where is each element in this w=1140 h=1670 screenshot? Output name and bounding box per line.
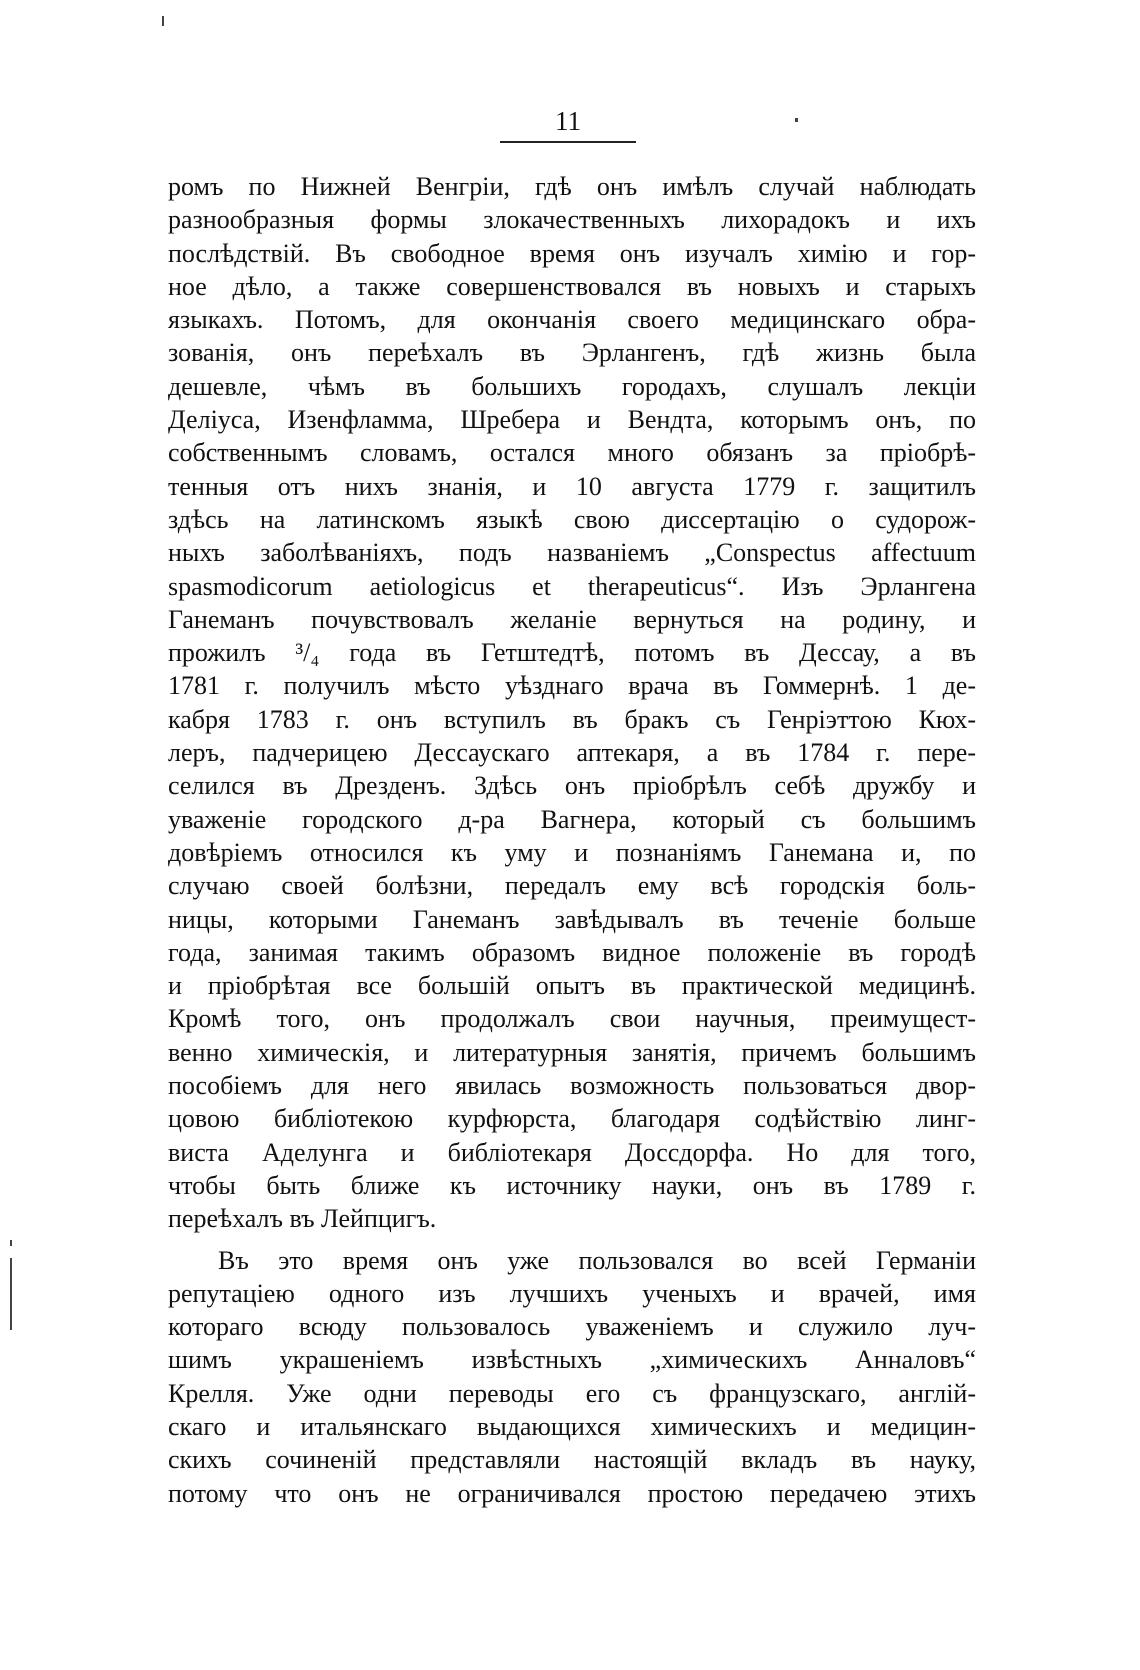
text-line: Деліуса, Изенфламма, Шребера и Вендта, которымъ онъ, по [168,405,976,435]
text-line: здѣсь на латинскомъ языкѣ свою диссертацію о судорож- [168,504,976,534]
scan-margin-mark [10,1240,12,1246]
text-line: года, занимая такимъ образомъ видное положеніе въ городѣ [168,937,976,967]
text-line: Крелля. Уже одни переводы его съ французскаго, англій- [168,1378,976,1408]
text-line: языкахъ. Потомъ, для окончанія своего медицинскаго обра- [168,305,976,335]
text-line: Кромѣ того, онъ продолжалъ свои научныя, преимущест- [168,1004,976,1034]
text-line: разнообразныя формы злокачественныхъ лихорадокъ и ихъ [168,205,976,235]
text-line: дешевле, чѣмъ въ большихъ городахъ, слушалъ лекціи [168,371,976,401]
text-line: котораго всюду пользовалось уваженіемъ и служило луч- [168,1312,976,1342]
text-line: послѣдствій. Въ свободное время онъ изучалъ химію и гор- [168,238,976,268]
text-line: шимъ украшеніемъ извѣстныхъ „химическихъ Анналовъ“ [168,1345,976,1375]
text-line: уваженіе городского д-ра Вагнера, который съ большимъ [168,804,976,834]
text-line: селился въ Дрезденъ. Здѣсь онъ пріобрѣлъ себѣ дружбу и [168,771,976,801]
page-number: 11 [555,106,581,136]
paragraph [168,170,976,1236]
text-line: скихъ сочиненій представляли настоящій вкладъ въ науку, [168,1445,976,1475]
text-line: ромъ по Нижней Венгріи, гдѣ онъ имѣлъ случай наблюдать [168,172,976,201]
scan-speck [795,118,798,122]
text-line: пособіемъ для него явилась возможность пользоваться двор- [168,1071,976,1101]
text-line: скаго и итальянскаго выдающихся химическихъ и медицин- [168,1411,976,1441]
text-line: spasmodicorum aetiologicus et therapeuticus“. Изъ Эрлангена [168,571,976,601]
text-line: Въ это время онъ уже пользовался во всей Германіи [218,1245,976,1275]
text-line: прожилъ ³/₄ года въ Гетштедтѣ, потомъ въ Дессау, а въ [168,638,976,668]
text-line: венно химическія, и литературныя занятія, причемъ большимъ [168,1037,976,1067]
text-line: и пріобрѣтая все большій опытъ въ практической медицинѣ. [168,971,976,1001]
text-line: чтобы быть ближе къ источнику науки, онъ въ 1789 г. [168,1170,976,1200]
paragraph [168,1244,976,1510]
text-line: потому что онъ не ограничивался простою передачею этихъ [168,1478,976,1508]
text-line: собственнымъ словамъ, остался много обязанъ за пріобрѣ- [168,438,976,468]
text-line: леръ, падчерицею Дессаускаго аптекаря, а въ 1784 г. пере- [168,738,976,768]
scan-speck [162,16,164,26]
scan-margin-mark [10,1258,12,1330]
text-line: Ганеманъ почувствовалъ желаніе вернуться на родину, и [168,604,976,634]
text-line: переѣхалъ въ Лейпцигъ. [168,1204,437,1234]
text-line: зованія, онъ переѣхалъ въ Эрлангенъ, гдѣ жизнь была [168,338,976,368]
paragraph-gap [168,1236,976,1244]
text-line: случаю своей болѣзни, передалъ ему всѣ городскія боль- [168,871,976,901]
text-line: ное дѣло, а также совершенствовался въ новыхъ и старыхъ [168,271,976,301]
text-line: ныхъ заболѣваніяхъ, подъ названіемъ „Conspectus affectuum [168,538,976,568]
body-text [168,170,976,1510]
text-line: виста Аделунга и библіотекаря Доссдорфа. Но для того, [168,1137,976,1167]
text-line: тенныя отъ нихъ знанія, и 10 августа 1779 г. защитилъ [168,471,976,501]
text-line: ницы, которыми Ганеманъ завѣдывалъ въ теченіе больше [168,904,976,934]
page-number-rule [500,141,636,143]
text-line: довѣріемъ относился къ уму и познаніямъ Ганемана и, по [168,837,976,867]
text-line: репутаціею одного изъ лучшихъ ученыхъ и врачей, имя [168,1278,976,1308]
text-line: цовою библіотекою курфюрста, благодаря содѣйствію линг- [168,1104,976,1134]
text-line: кабря 1783 г. онъ вступилъ въ бракъ съ Генріэттою Кюх- [168,704,976,734]
text-line: 1781 г. получилъ мѣсто уѣзднаго врача въ Гоммернѣ. 1 де- [168,671,976,701]
